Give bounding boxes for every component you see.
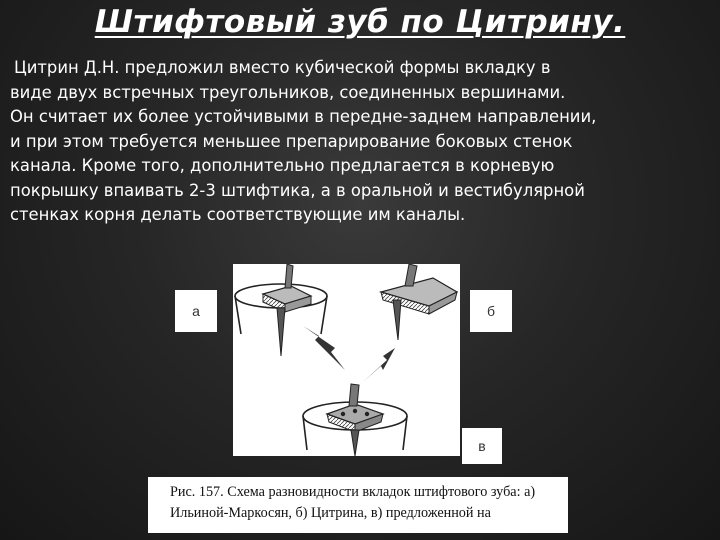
arrow-icons (303, 326, 395, 382)
paragraph-line: и при этом требуется меньшее препарирование боковых стенок (10, 131, 573, 151)
paragraph-line: канала. Кроме того, дополнительно предлагается в корневую (10, 156, 555, 175)
slide-title: Штифтовый зуб по Цитрину. (94, 4, 626, 40)
inlay-variant-a (235, 264, 327, 356)
paragraph-line: покрышку впаивать 2-3 штифтика, а в оральной и вестибулярной (10, 180, 585, 200)
caption-line: Рис. 157. Схема разновидности вкладок штифтового зуба: а) (170, 484, 536, 500)
caption-line: Ильиной-Маркосян, б) Цитрина, в) предложенной на (170, 505, 491, 521)
inlay-variant-b (381, 264, 457, 340)
inlay-diagram (233, 264, 460, 456)
body-paragraph (10, 56, 718, 228)
paragraph-line: Он считает их более устойчивыми в передне-заднем направлении, (10, 107, 597, 126)
paragraph-line: Цитрин Д.Н. предложил вместо кубической формы вкладку в (14, 58, 551, 77)
paragraph-line: виде двух встречных треугольников, соединенных вершинами. (10, 82, 566, 102)
figure-label-c: в (462, 428, 502, 464)
figure-caption (148, 477, 568, 533)
figure-label-a: а (175, 290, 217, 332)
paragraph-line: стенках корня делать соответствующие им каналы. (10, 205, 466, 224)
figure-label-b: б (470, 290, 512, 332)
tooth-inlay-figure (233, 264, 460, 456)
inlay-variant-c (303, 384, 407, 456)
